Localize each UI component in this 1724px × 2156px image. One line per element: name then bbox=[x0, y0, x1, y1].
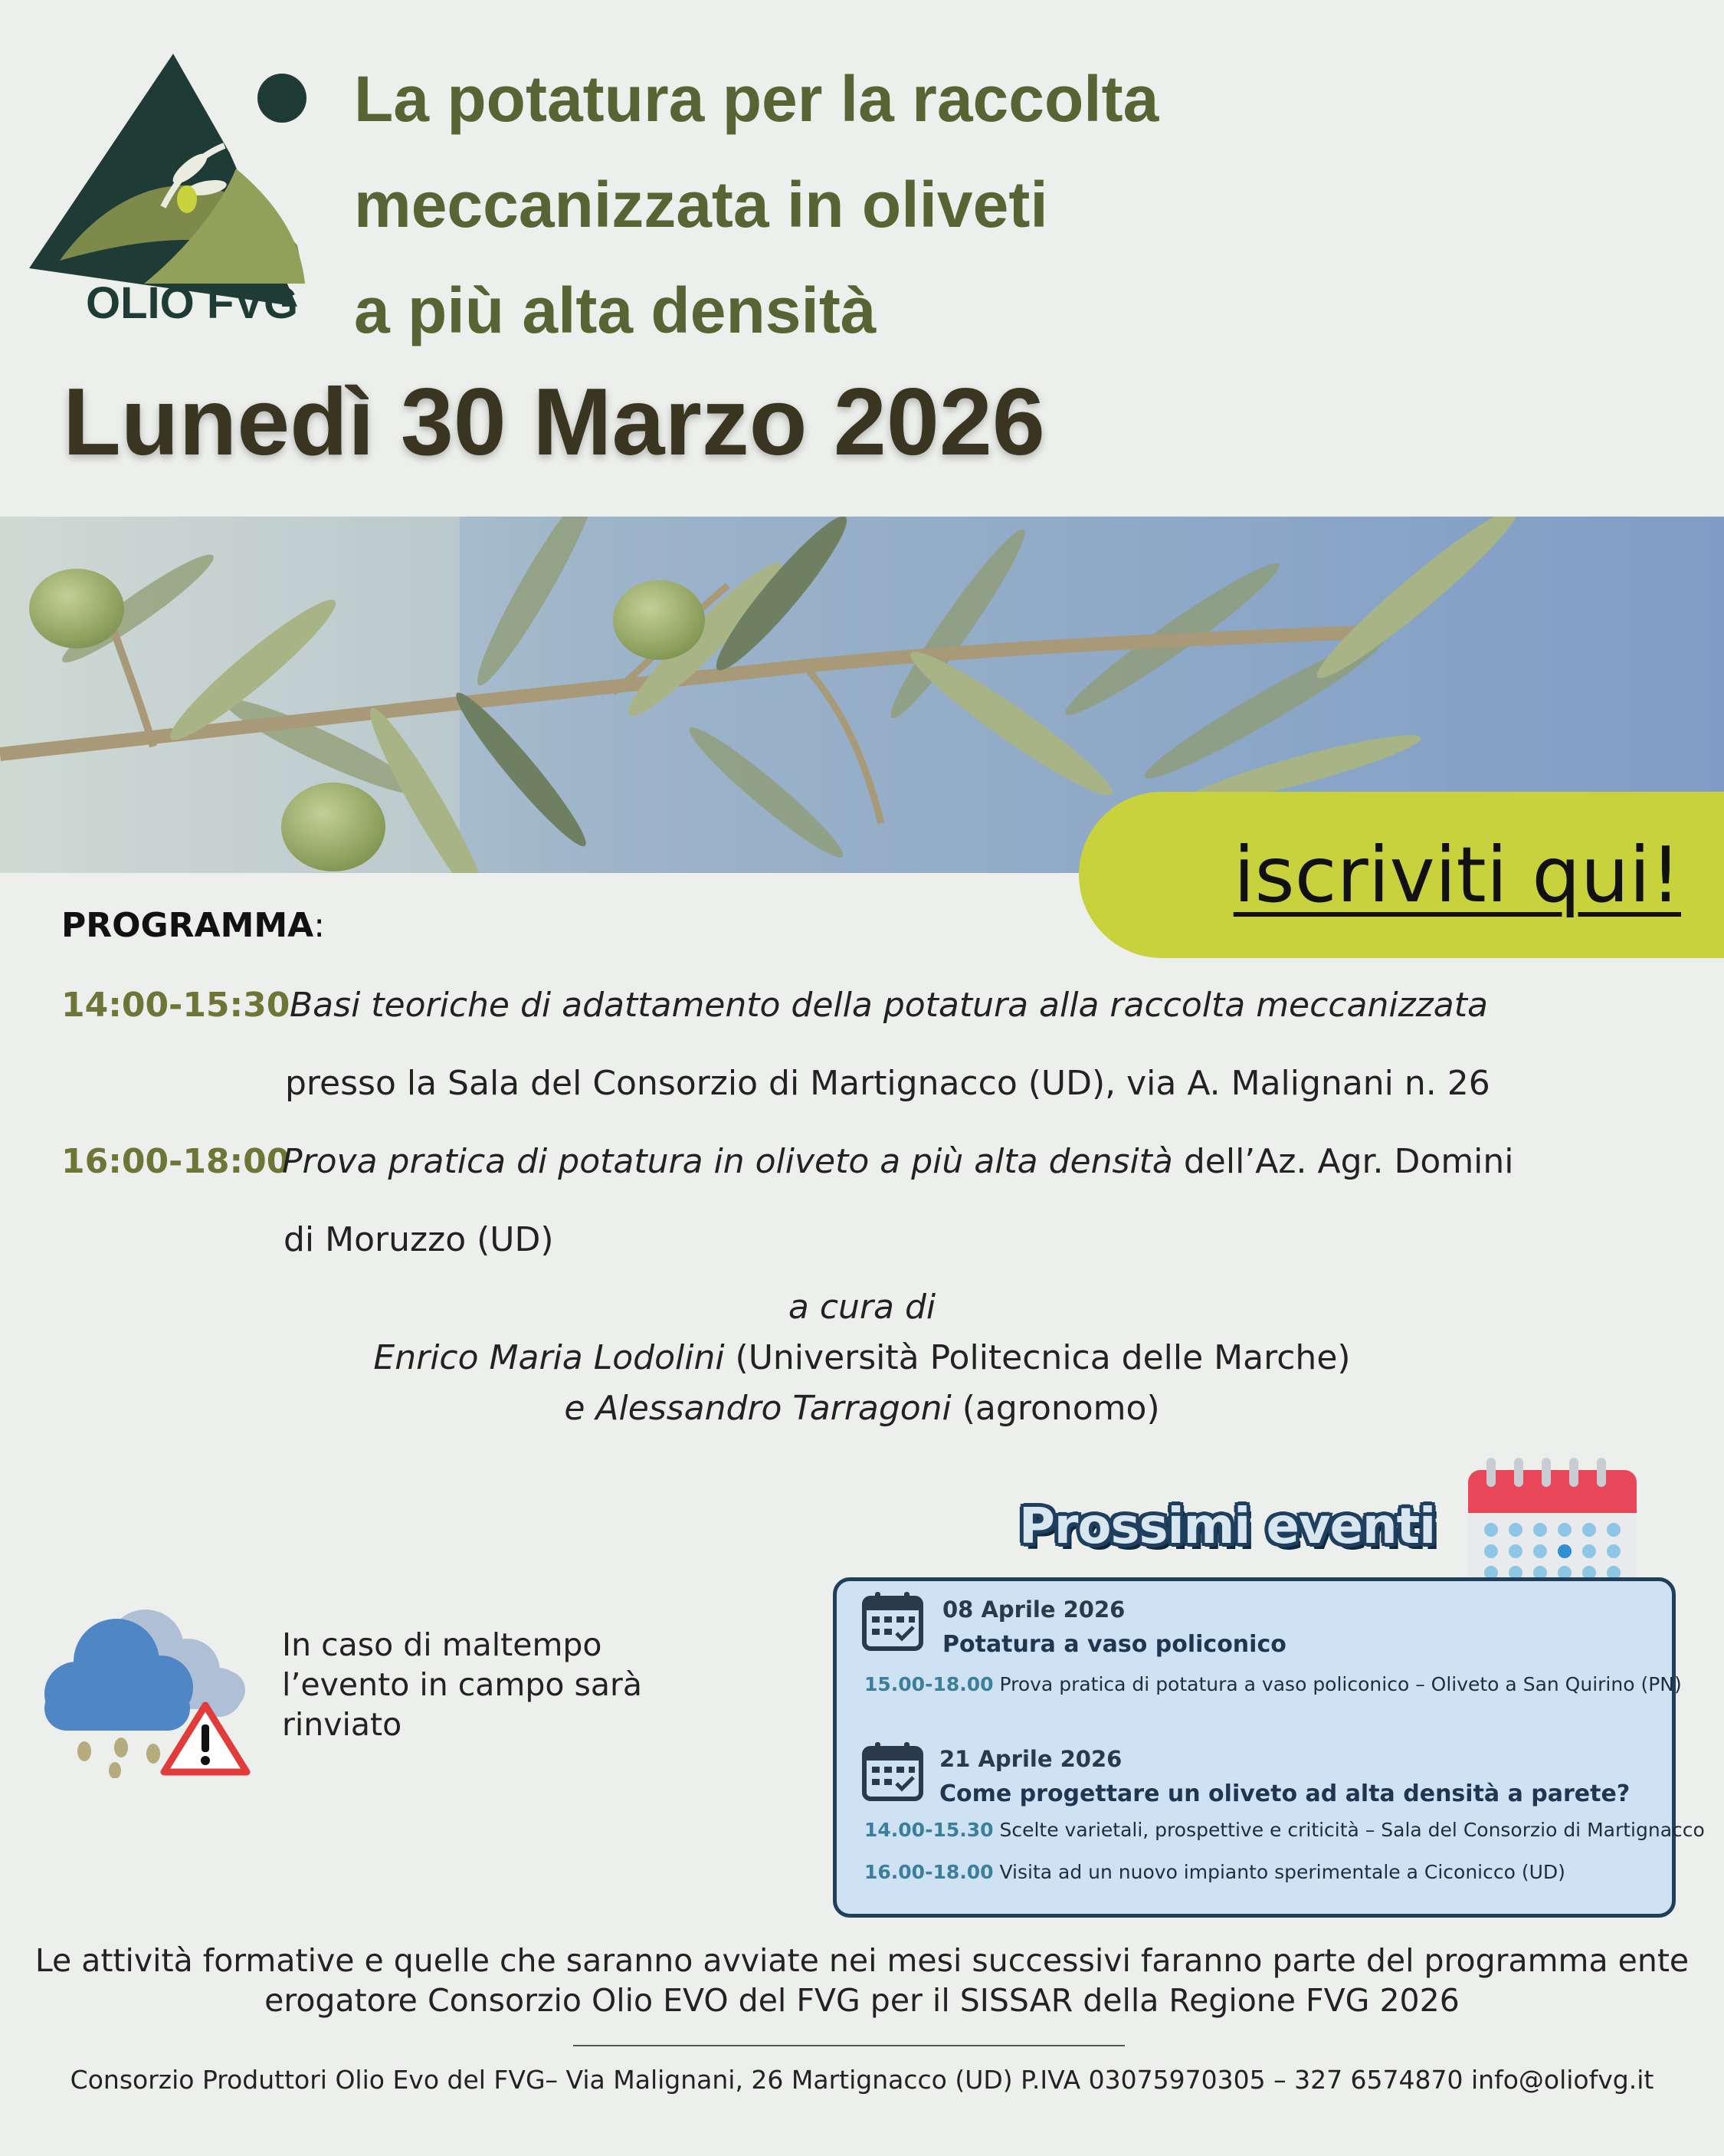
event-date: 08 Aprile 2026 bbox=[942, 1596, 1126, 1623]
event-title: Come progettare un oliveto ad alta densità a parete? bbox=[939, 1780, 1631, 1807]
calendar-day-dot bbox=[1582, 1544, 1596, 1558]
programma-heading-text: PROGRAMMA bbox=[61, 906, 314, 945]
event-title bbox=[354, 46, 1350, 363]
weather-line: In caso di maltempo bbox=[282, 1626, 602, 1663]
footer-line: erogatore Consorzio Olio EVO del FVG per il SISSAR della Regione FVG 2026 bbox=[264, 1982, 1460, 2019]
speaker-1 bbox=[0, 1338, 1724, 1377]
calendar-day-dot bbox=[1509, 1544, 1522, 1558]
footer-divider bbox=[573, 2045, 1125, 2046]
calendar-day-dot bbox=[1558, 1544, 1572, 1558]
calendar-day-dot bbox=[1484, 1523, 1498, 1537]
title-line: La potatura per la raccolta bbox=[354, 63, 1159, 135]
speaker-1-affiliation: (Università Politecnica delle Marche) bbox=[724, 1338, 1351, 1377]
speaker-2 bbox=[0, 1389, 1724, 1428]
calendar-day-dot bbox=[1484, 1544, 1498, 1558]
calendar-day-dot bbox=[1533, 1523, 1547, 1537]
event-date: 21 Aprile 2026 bbox=[939, 1746, 1123, 1772]
event-session-time: 16.00-18.00 bbox=[864, 1861, 994, 1883]
session-title: Basi teoriche di adattamento della potatura alla raccolta meccanizzata bbox=[290, 986, 1488, 1025]
event-session bbox=[864, 1819, 1705, 1841]
event-session-time: 15.00-18.00 bbox=[864, 1673, 994, 1695]
calendar-day-dot bbox=[1509, 1523, 1522, 1537]
programma-heading-colon: : bbox=[313, 906, 326, 945]
cura-intro: a cura di bbox=[788, 1288, 936, 1327]
calendar-icon bbox=[861, 1741, 924, 1802]
footer-line: Le attività formative e quelle che saranno avviate nei mesi successivi faranno parte del programma ente bbox=[34, 1942, 1690, 1979]
speaker-2-name: e Alessandro Tarragoni bbox=[564, 1389, 952, 1428]
session-detail: presso la Sala del Consorzio di Martignacco (UD), via A. Malignani n. 26 bbox=[285, 1064, 1490, 1103]
event-session bbox=[864, 1673, 1682, 1695]
olio-fvg-logo bbox=[29, 54, 320, 330]
event-session-text: Visita ad un nuovo impianto sperimentale a Ciconicco (UD) bbox=[993, 1861, 1565, 1883]
calendar-day-dot bbox=[1607, 1523, 1621, 1537]
weather-notice bbox=[282, 1625, 642, 1744]
programma-heading bbox=[61, 906, 325, 945]
event-session bbox=[864, 1861, 1565, 1883]
register-button[interactable] bbox=[1079, 792, 1724, 958]
event-session-text: Scelte varietali, prospettive e criticità – Sala del Consorzio di Martignacco bbox=[993, 1819, 1705, 1841]
event-session-text: Prova pratica di potatura a vaso policonico – Oliveto a San Quirino (PN) bbox=[993, 1673, 1682, 1695]
session-title-line bbox=[282, 1142, 1514, 1181]
event-title: Potatura a vaso policonico bbox=[942, 1631, 1286, 1658]
event-date: Lunedì 30 Marzo 2026 bbox=[63, 369, 1045, 475]
event-session-time: 14.00-15.30 bbox=[864, 1819, 994, 1841]
session-title: Prova pratica di potatura in oliveto a più alta densità bbox=[282, 1142, 1173, 1181]
title-line: meccanizzata in oliveti bbox=[354, 169, 1048, 241]
upcoming-events-heading: Prossimi eventi bbox=[1019, 1498, 1436, 1555]
session-time: 14:00-15:30 bbox=[61, 986, 290, 1025]
footer-note bbox=[0, 1941, 1724, 2020]
calendar-day-dot bbox=[1607, 1544, 1621, 1558]
title-line: a più alta densità bbox=[354, 274, 877, 346]
calendar-day-dot bbox=[1533, 1544, 1547, 1558]
speaker-2-affiliation: (agronomo) bbox=[951, 1389, 1160, 1428]
calendar-day-dot bbox=[1558, 1523, 1572, 1537]
calendar-day-dot bbox=[1582, 1523, 1596, 1537]
upcoming-events-panel bbox=[833, 1577, 1705, 1918]
rain-cloud-warning-icon bbox=[31, 1602, 253, 1778]
register-button-label[interactable]: iscriviti qui! bbox=[1233, 830, 1681, 920]
session-title-suffix: dell’Az. Agr. Domini bbox=[1172, 1142, 1514, 1181]
session-time: 16:00-18:00 bbox=[61, 1142, 290, 1181]
speaker-1-name: Enrico Maria Lodolini bbox=[373, 1338, 725, 1377]
contact-info: Consorzio Produttori Olio Evo del FVG– Via Malignani, 26 Martignacco (UD) P.IVA 03075970305 – 327 6574870 info@oliofvg.it bbox=[70, 2065, 1654, 2095]
weather-line: l’evento in campo sarà bbox=[282, 1666, 642, 1703]
logo-text: OLIO FVG bbox=[86, 278, 299, 328]
calendar-icon bbox=[861, 1590, 924, 1652]
weather-line: rinviato bbox=[282, 1706, 402, 1743]
session-detail: di Moruzzo (UD) bbox=[284, 1220, 554, 1259]
